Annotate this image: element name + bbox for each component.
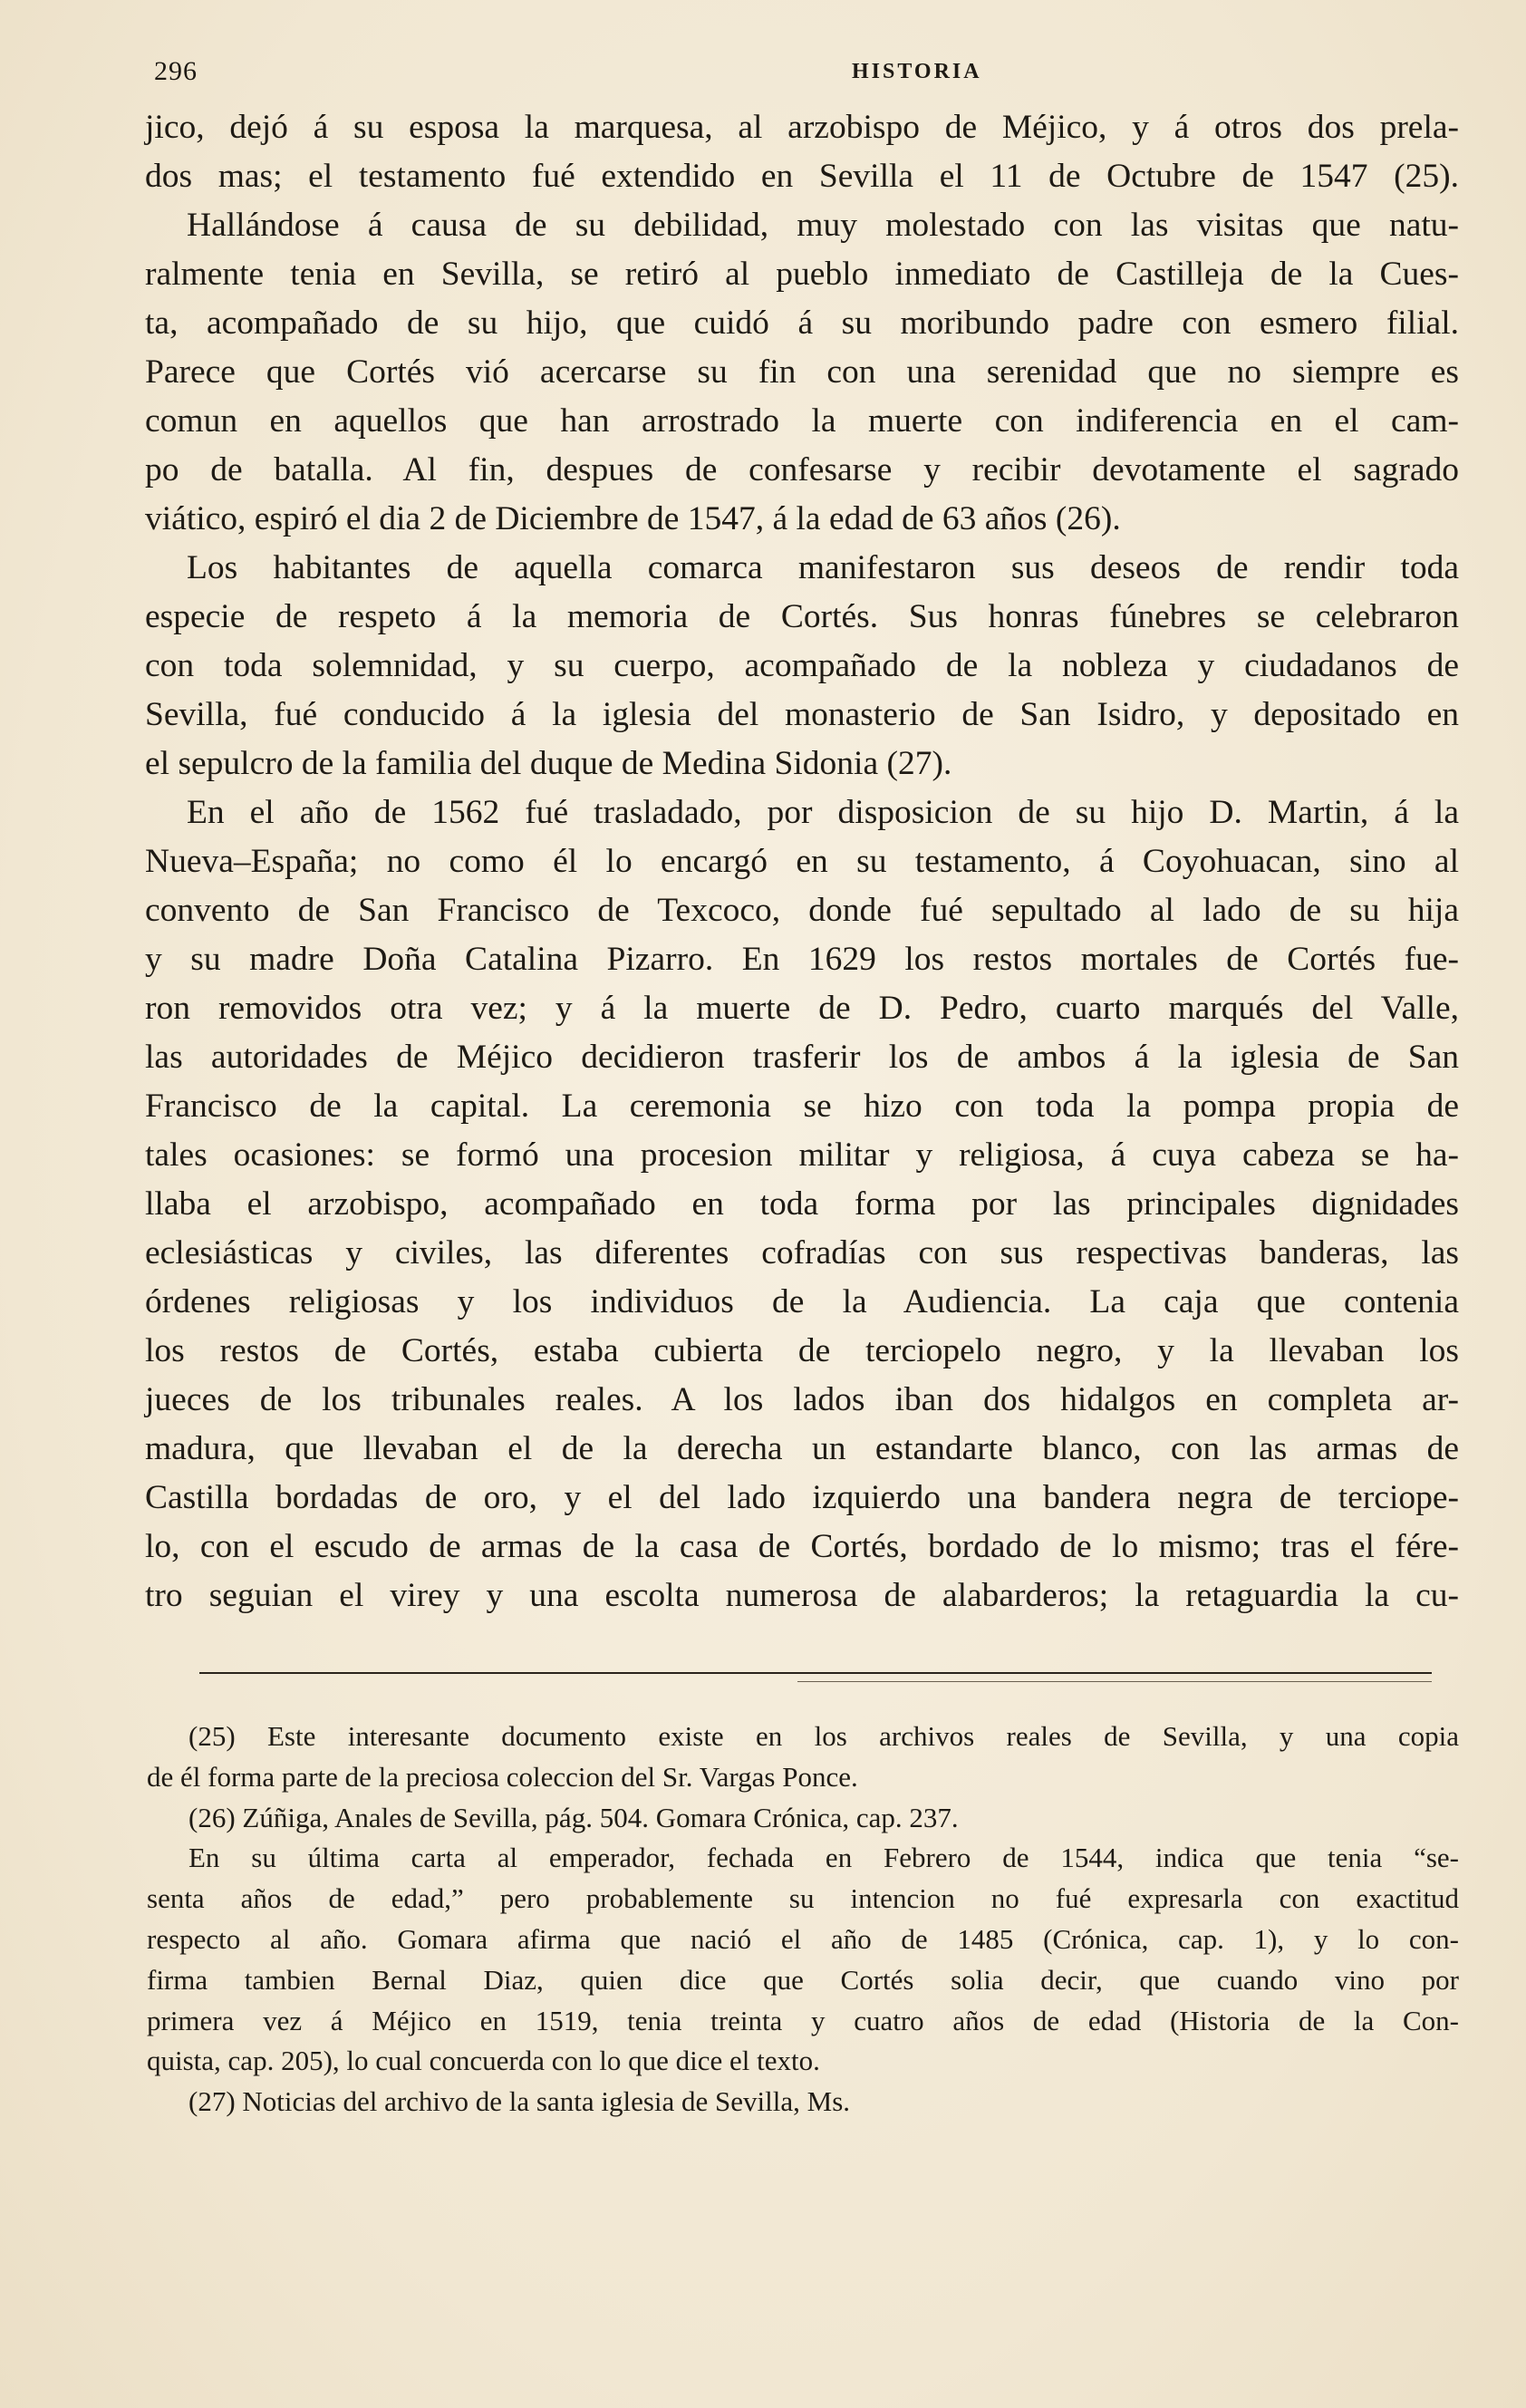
text-line: Los habitantes de aquella comarca manifestaron sus deseos de rendir toda: [187, 549, 1459, 586]
text-line: madura, que llevaban el de la derecha un estandarte blanco, con las armas de: [145, 1430, 1459, 1467]
text-line: Hallándose á causa de su debilidad, muy molestado con las visitas que natu-: [187, 207, 1459, 244]
footnote-line: senta años de edad,” pero probablemente su intencion no fué expresarla con exactitud: [147, 1882, 1459, 1915]
text-line: las autoridades de Méjico decidieron trasferir los de ambos á la iglesia de San: [145, 1039, 1459, 1076]
text-line: dos mas; el testamento fué extendido en Sevilla el 11 de Octubre de 1547 (25).: [145, 158, 1459, 195]
footnote-line: (26) Zúñiga, Anales de Sevilla, pág. 504. Gomara Crónica, cap. 237.: [188, 1801, 959, 1833]
text-line: Nueva–España; no como él lo encargó en su testamento, á Coyohuacan, sino al: [145, 843, 1459, 880]
text-line: comun en aquellos que han arrostrado la muerte con indiferencia en el cam-: [145, 402, 1459, 440]
footnote-line: quista, cap. 205), lo cual concuerda con lo que dice el texto.: [147, 2045, 820, 2077]
footnote-divider-secondary: [797, 1681, 1432, 1682]
text-line: ron removidos otra vez; y á la muerte de D. Pedro, cuarto marqués del Valle,: [145, 990, 1459, 1027]
page-header: [154, 56, 1468, 92]
footnote-line: (25) Este interesante documento existe en los archivos reales de Sevilla, y una copia: [188, 1720, 1459, 1752]
text-line: viático, espiró el dia 2 de Diciembre de 1547, á la edad de 63 años (26).: [145, 500, 1121, 537]
text-line: ralmente tenia en Sevilla, se retiró al pueblo inmediato de Castilleja de la Cues-: [145, 256, 1459, 293]
text-line: Castilla bordadas de oro, y el del lado izquierdo una bandera negra de terciope-: [145, 1479, 1459, 1516]
main-text: [145, 103, 1459, 1620]
text-line: y su madre Doña Catalina Pizarro. En 1629 los restos mortales de Cortés fue-: [145, 941, 1459, 978]
text-line: convento de San Francisco de Texcoco, donde fué sepultado al lado de su hija: [145, 892, 1459, 929]
text-line: tro seguian el virey y una escolta numerosa de alabarderos; la retaguardia la cu-: [145, 1577, 1459, 1614]
text-line: órdenes religiosas y los individuos de la Audiencia. La caja que contenia: [145, 1283, 1459, 1320]
text-line: jueces de los tribunales reales. A los lados iban dos hidalgos en completa ar-: [145, 1381, 1459, 1418]
footnote-line: En su última carta al emperador, fechada en Febrero de 1544, indica que tenia “se-: [188, 1842, 1459, 1874]
text-line: eclesiásticas y civiles, las diferentes cofradías con sus respectivas banderas, las: [145, 1234, 1459, 1272]
text-line: lo, con el escudo de armas de la casa de Cortés, bordado de lo mismo; tras el fére-: [145, 1528, 1459, 1565]
text-line: Sevilla, fué conducido á la iglesia del monasterio de San Isidro, y depositado en: [145, 696, 1459, 733]
footnote-divider: [199, 1672, 1432, 1674]
running-head: HISTORIA: [852, 60, 982, 83]
text-line: el sepulcro de la familia del duque de Medina Sidonia (27).: [145, 745, 952, 782]
text-line: llaba el arzobispo, acompañado en toda forma por las principales dignidades: [145, 1185, 1459, 1223]
text-line: ta, acompañado de su hijo, que cuidó á su moribundo padre con esmero filial.: [145, 305, 1459, 342]
text-line: po de batalla. Al fin, despues de confesarse y recibir devotamente el sagrado: [145, 451, 1459, 488]
footnote-line: respecto al año. Gomara afirma que nació el año de 1485 (Crónica, cap. 1), y lo con-: [147, 1922, 1459, 1955]
text-line: Parece que Cortés vió acercarse su fin con una serenidad que no siempre es: [145, 353, 1459, 391]
text-line: especie de respeto á la memoria de Cortés. Sus honras fúnebres se celebraron: [145, 598, 1459, 635]
page-number: 296: [154, 56, 198, 86]
text-line: En el año de 1562 fué trasladado, por disposicion de su hijo D. Martin, á la: [187, 794, 1459, 831]
footnote-line: (27) Noticias del archivo de la santa iglesia de Sevilla, Ms.: [188, 2085, 851, 2118]
footnotes: [147, 1717, 1459, 2123]
text-line: jico, dejó á su esposa la marquesa, al arzobispo de Méjico, y á otros dos prela-: [145, 109, 1459, 146]
footnote-line: firma tambien Bernal Diaz, quien dice que Cortés solia decir, que cuando vino por: [147, 1963, 1459, 1996]
text-line: Francisco de la capital. La ceremonia se hizo con toda la pompa propia de: [145, 1088, 1459, 1125]
text-line: con toda solemnidad, y su cuerpo, acompañado de la nobleza y ciudadanos de: [145, 647, 1459, 684]
text-line: los restos de Cortés, estaba cubierta de terciopelo negro, y la llevaban los: [145, 1332, 1459, 1369]
text-line: tales ocasiones: se formó una procesion militar y religiosa, á cuya cabeza se ha-: [145, 1136, 1459, 1174]
footnote-line: de él forma parte de la preciosa coleccion del Sr. Vargas Ponce.: [147, 1760, 858, 1793]
footnote-line: primera vez á Méjico en 1519, tenia treinta y cuatro años de edad (Historia de la Con-: [147, 2004, 1459, 2036]
